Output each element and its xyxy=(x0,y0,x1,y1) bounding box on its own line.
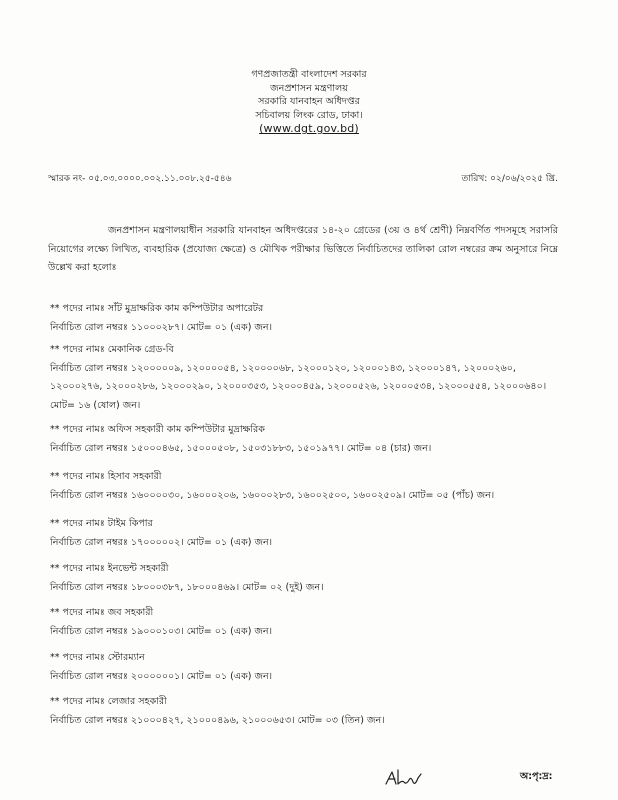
header-line-address: সচিবালয় লিংক রোড, ঢাকা। xyxy=(255,109,363,121)
post-title: ** পদের নামঃ স্টোরম্যান xyxy=(50,652,145,663)
post-item xyxy=(50,300,555,337)
post-title: ** পদের নামঃ জব সহকারী xyxy=(50,607,154,618)
post-rolls: নির্বাচিত রোল নম্বরঃ ১৯০০০১০৩। মোট= ০১ (এক) জন। xyxy=(50,625,273,637)
post-title: ** পদের নামঃ মেকানিক গ্রেড-বি xyxy=(50,344,174,355)
post-item xyxy=(50,693,555,730)
post-title: ** পদের নামঃ লেজার সহকারী xyxy=(50,696,167,707)
post-item xyxy=(50,468,555,505)
intro-paragraph: জনপ্রশাসন মন্ত্রণালয়াধীন সরকারি যানবাহন অধিদপ্তরের ১৪-২০ গ্রেডের (৩য় ও ৪র্থ শ্রেণী) নিম্নবর্ণিত পদসমূহে সরাসরি নিয়োগের লক্ষ্যে লিখিত, ব্যবহারিক (প্রযোজ্য ক্ষেত্রে) ও মৌখিক পরীক্ষার ভিত্তিতে নির্বাচিতদের তালিকা রোল নম্বরের ক্রম অনুসারে নিম্নে উল্লেখ করা হলোঃ xyxy=(48,225,558,273)
post-rolls: নির্বাচিত রোল নম্বরঃ ২১০০০৪২৭, ২১০০০৪৯৬, ২১০০০৬৫৩। মোট= ০৩ (তিন) জন। xyxy=(50,714,385,726)
office-header xyxy=(0,68,618,136)
post-item xyxy=(50,560,555,597)
post-title: ** পদের নামঃ সাঁট মুদ্রাক্ষরিক কাম কম্পিউটার অপারেটর xyxy=(50,303,264,314)
header-line-ministry: জনপ্রশাসন মন্ত্রণালয় xyxy=(270,82,348,94)
post-item xyxy=(50,421,555,458)
header-line-government: গণপ্রজাতন্ত্রী বাংলাদেশ সরকার xyxy=(251,69,367,80)
post-item xyxy=(50,515,555,552)
post-rolls: নির্বাচিত রোল নম্বরঃ ১১০০০২৮৭। মোট= ০১ (এক) জন। xyxy=(50,321,273,333)
post-item xyxy=(50,649,555,686)
post-title: ** পদের নামঃ হিসাব সহকারী xyxy=(50,471,162,482)
post-rolls: নির্বাচিত রোল নম্বরঃ ১২০০০০০৯, ১২০০০০৫৪, ১২০০০০৬৮, ১২০০০১২০, ১২০০০১৪৩, ১২০০০১৪৭, ১২০০০২৬০, ১২০০০২৭৬, ১২০০০২৮৬, ১২০০০২৯০, ১২০০০৩৫৩, ১২০০০৪৫৯, ১২০০০৫২৬, ১২০০০৫৩৪, ১২০০০৫৫৪, ১২০০০৬৪০। মোট= ১৬ (ষোল) জন। xyxy=(50,362,547,411)
continued-on-next-page: অ:পৃ:দ্র: xyxy=(520,771,553,782)
memo-reference: স্মারক নং- ০৫.০৩.০০০০.০০২.১১.০০৮.২৫-৫৪৬ xyxy=(48,174,232,184)
post-rolls: নির্বাচিত রোল নম্বরঃ ২০০০০০০১। মোট= ০১ (এক) জন। xyxy=(50,670,273,682)
memo-row xyxy=(48,171,558,186)
post-rolls: নির্বাচিত রোল নম্বরঃ ১৫০০০৪৬৫, ১৫০০০৫০৮, ১৫০৩১৮৮৩, ১৫০১৯৭৭। মোট= ০৪ (চার) জন। xyxy=(50,442,432,454)
post-rolls: নির্বাচিত রোল নম্বরঃ ১৮০০০৩৮৭, ১৮০০০৪৬৯। মোট= ০২ (দুই) জন। xyxy=(50,581,324,593)
post-title: ** পদের নামঃ অফিস সহকারী কাম কম্পিউটার মুদ্রাক্ষরিক xyxy=(50,424,265,435)
post-title: ** পদের নামঃ ইনভেন্ট সহকারী xyxy=(50,563,169,574)
post-rolls: নির্বাচিত রোল নম্বরঃ ১৬০০০০৩০, ১৬০০০২০৬, ১৬০০০২৮৩, ১৬০০২৫০০, ১৬০০২৫০৯। মোট= ০৫ (পাঁচ) জন। xyxy=(50,489,495,501)
post-item xyxy=(50,604,555,641)
post-title: ** পদের নামঃ টাইম কিপার xyxy=(50,518,153,529)
post-rolls: নির্বাচিত রোল নম্বরঃ ১৭০০০০০২। মোট= ০১ (এক) জন। xyxy=(50,536,273,548)
header-website-link[interactable]: (www.dgt.gov.bd) xyxy=(259,122,359,136)
header-line-department: সরকারি যানবাহন অধিদপ্তর xyxy=(258,96,360,108)
post-item xyxy=(50,341,555,415)
memo-date: তারিখ: ০২/০৬/২০২৫ খ্রি. xyxy=(461,174,558,184)
handwritten-signature xyxy=(384,766,424,788)
